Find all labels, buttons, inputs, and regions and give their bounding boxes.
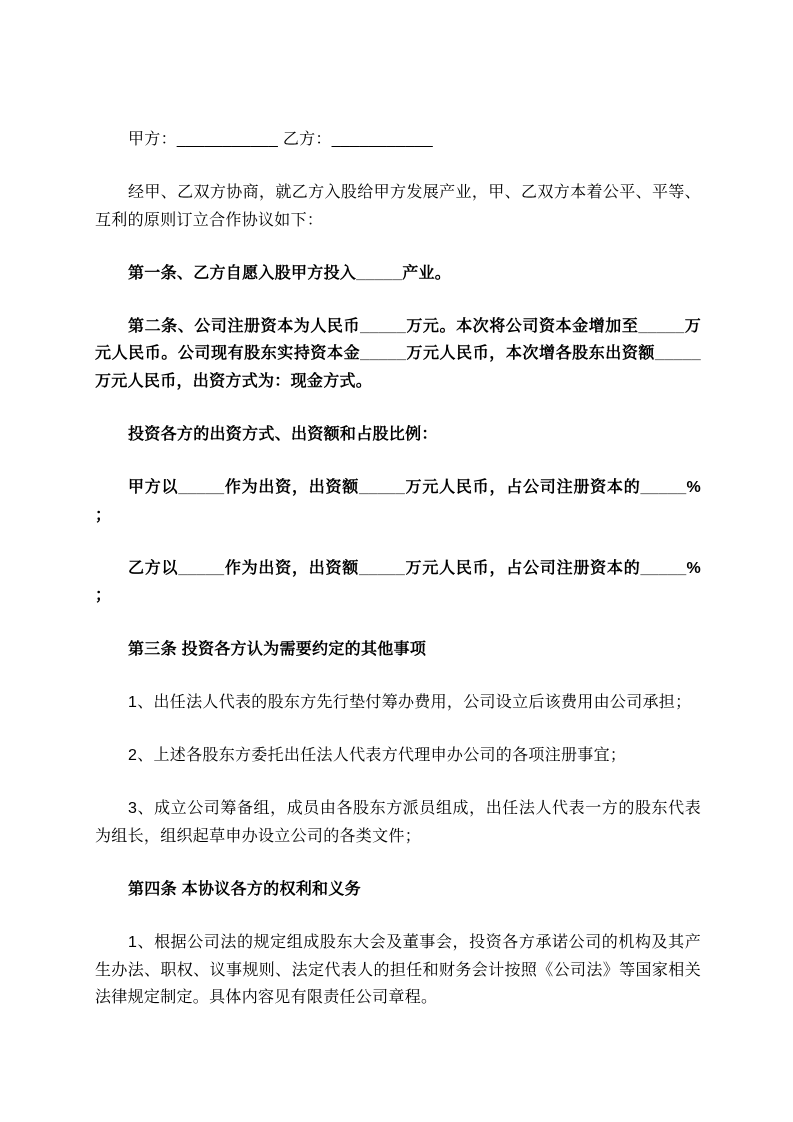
- party-line: 甲方：___________ 乙方：___________: [128, 131, 433, 148]
- article-3-item-3: 3、成立公司筹备组，成员由各股东方派员组成，出任法人代表一方的股东代表为组长，组织起草申办设立公司的各类文件；: [95, 800, 701, 845]
- party-a-contribution: 甲方以_____作为出资，出资额_____万元人民币，占公司注册资本的_____% ；: [95, 479, 701, 524]
- article-3-item-1: 1、出任法人代表的股东方先行垫付筹办费用，公司设立后该费用由公司承担；: [128, 693, 692, 711]
- contribution-intro: 投资各方的出资方式、出资额和占股比例：: [128, 426, 438, 444]
- article-2: 第二条、公司注册资本为人民币_____万元。本次将公司资本金增加至_____万元人民币。公司现有股东实持资本金_____万元人民币，本次增各股东出资额_____万元人民币，出资方式为：现金方式。: [95, 318, 701, 390]
- article-3-item-2: 2、上述各股东方委托出任法人代表方代理申办公司的各项注册事宜；: [128, 747, 627, 765]
- party-b-contribution: 乙方以_____作为出资，出资额_____万元人民币，占公司注册资本的_____% ；: [95, 559, 701, 605]
- article-4-heading: 第四条 本协议各方的权利和义务: [128, 881, 361, 899]
- preamble: 经甲、乙双方协商，就乙方入股给甲方发展产业，甲、乙双方本着公平、平等、互利的原则订立合作协议如下：: [95, 184, 701, 229]
- article-4-item-1: 1、根据公司法的规定组成股东大会及董事会，投资各方承诺公司的机构及其产生办法、职权、议事规则、法定代表人的担任和财务会计按照《公司法》等国家相关法律规定制定。具体内容见有限责任公司章程。: [95, 934, 701, 1006]
- article-1: 第一条、乙方自愿入股甲方投入_____产业。: [128, 264, 452, 282]
- article-3-heading: 第三条 投资各方认为需要约定的其他事项: [128, 640, 427, 658]
- document-body: [95, 126, 701, 1011]
